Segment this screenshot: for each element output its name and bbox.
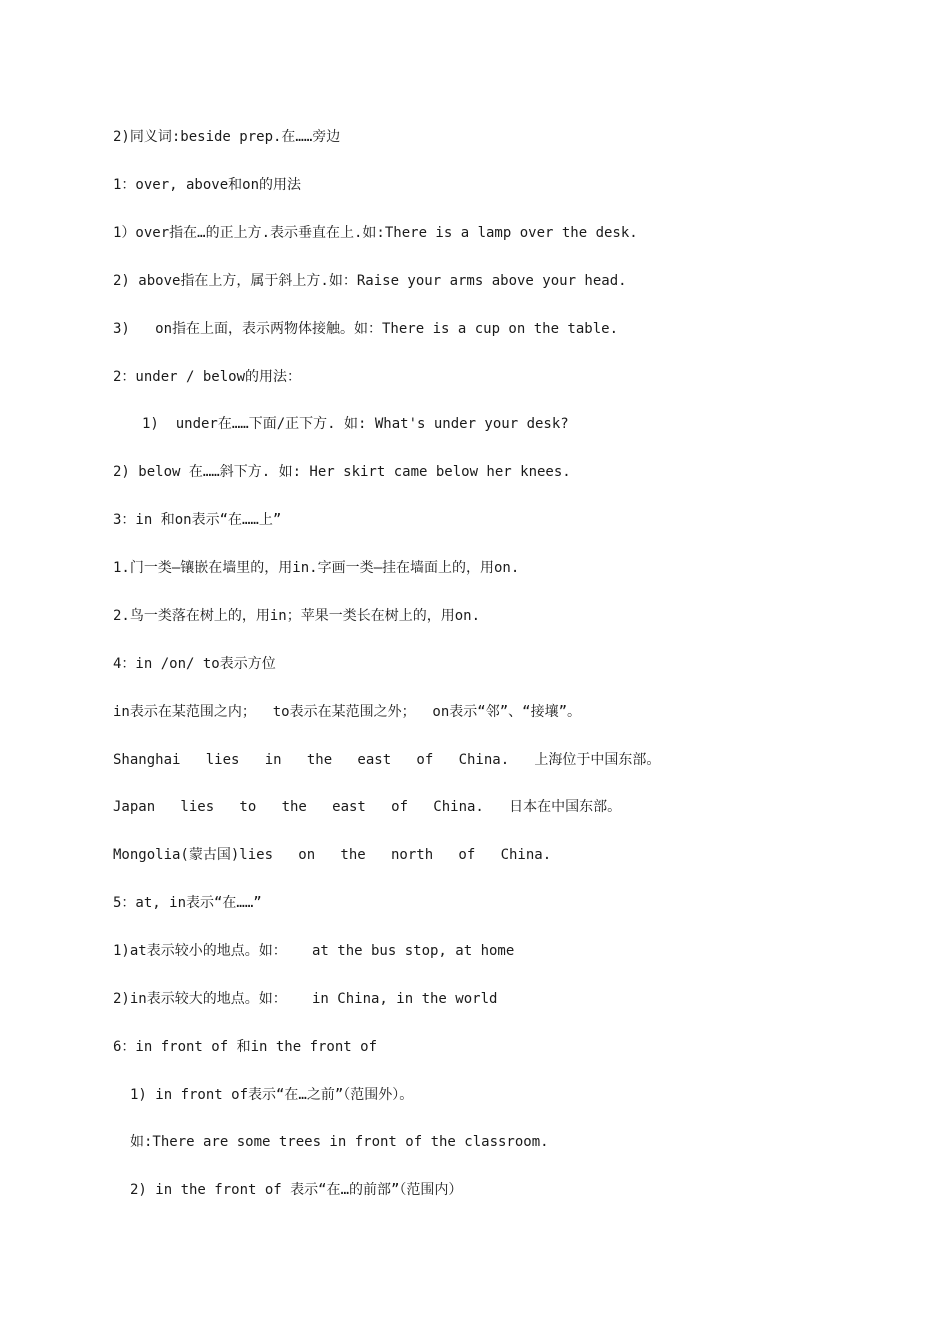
text-line: 1）over指在…的正上方.表示垂直在上.如:There is a lamp over the desk. <box>113 225 638 241</box>
section-heading: 4：in /on/ to表示方位 <box>113 656 276 672</box>
text-line: 2) above指在上方，属于斜上方.如：Raise your arms above your head. <box>113 273 627 289</box>
section-heading: 3：in 和on表示“在……上” <box>113 512 282 528</box>
section-heading: 5：at, in表示“在……” <box>113 895 262 911</box>
text-line: 1) under在……下面/正下方. 如: What's under your desk? <box>142 416 569 432</box>
section-heading: 1：over, above和on的用法 <box>113 177 302 193</box>
text-line: 1)at表示较小的地点。如： at the bus stop, at home <box>113 943 515 959</box>
example-sentence: Japan lies to the east of China. 日本在中国东部。 <box>113 799 622 815</box>
example-sentence: Mongolia(蒙古国)lies on the north of China. <box>113 847 552 863</box>
section-heading: 6：in front of 和in the front of <box>113 1039 378 1055</box>
text-line: 2)同义词:beside prep.在……旁边 <box>113 129 341 145</box>
example-sentence: Shanghai lies in the east of China. 上海位于中国东部。 <box>113 752 661 768</box>
example-sentence: 如:There are some trees in front of the classroom. <box>130 1134 549 1150</box>
text-line: 1.门一类—镶嵌在墙里的，用in.字画一类—挂在墙面上的，用on. <box>113 560 520 576</box>
section-heading: 2：under / below的用法： <box>113 369 302 385</box>
text-line: 3) on指在上面，表示两物体接触。如：There is a cup on the table. <box>113 321 619 337</box>
text-line: 1) in front of表示“在…之前”（范围外）。 <box>130 1087 414 1103</box>
text-line: 2) below 在……斜下方. 如: Her skirt came below her knees. <box>113 464 571 480</box>
text-line: 2.鸟一类落在树上的，用in；苹果一类长在树上的，用on. <box>113 608 480 624</box>
text-line: in表示在某范围之内； to表示在某范围之外； on表示“邻”、“接壤”。 <box>113 704 582 720</box>
text-line: 2)in表示较大的地点。如： in China, in the world <box>113 991 498 1007</box>
text-line: 2) in the front of 表示“在…的前部”（范围内） <box>130 1182 463 1198</box>
